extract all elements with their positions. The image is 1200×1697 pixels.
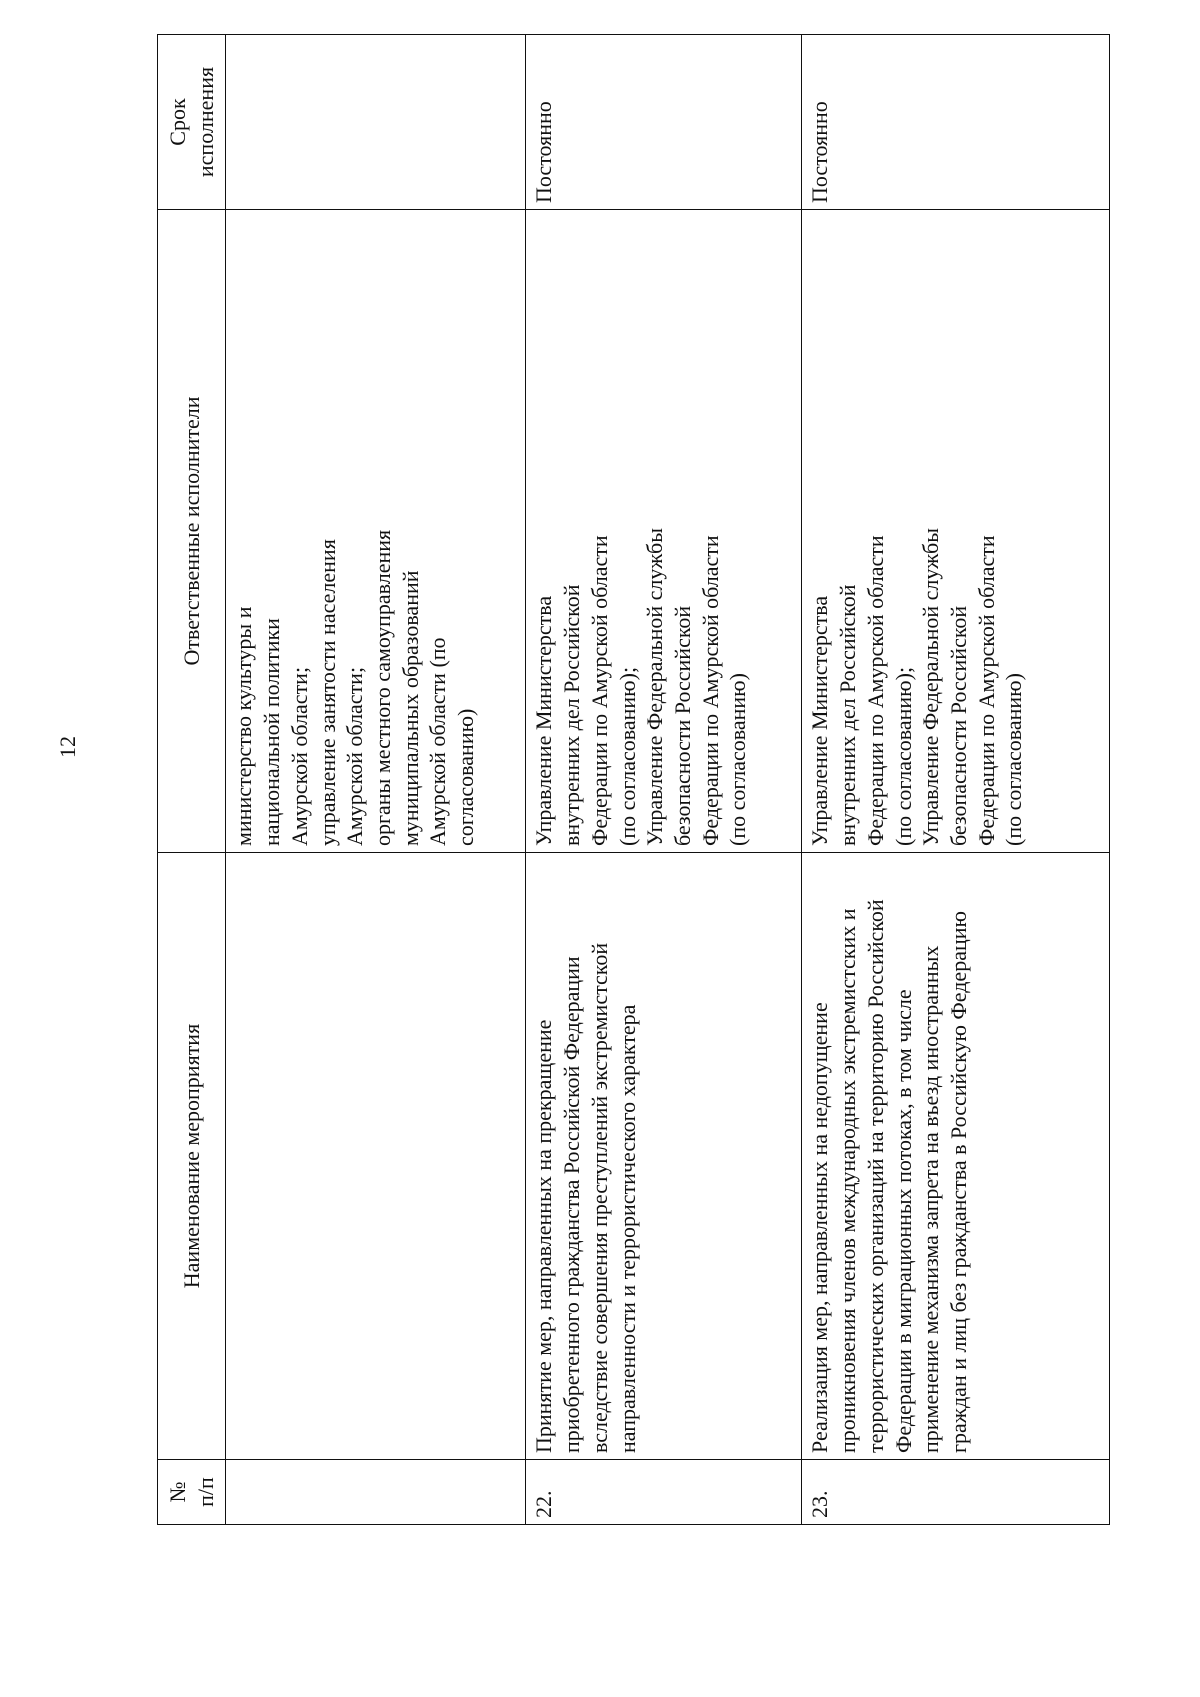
row-number: 22. [526,1460,802,1525]
measure-line: вследствие совершения преступлений экстремистской [586,942,612,1453]
responsible-line: Управление Федеральной службы [918,527,944,846]
responsible-line: Управление Федеральной службы [642,527,668,846]
row-term: Постоянно [526,35,802,210]
measure-line: террористических организаций на территорию Российской [862,899,888,1453]
header-number [158,1460,226,1525]
row-term: Постоянно [802,35,1110,210]
responsible-line: Амурской области (по [425,637,451,846]
measure-line: применение механизма запрета на въезд иностранных [918,945,944,1453]
responsible-line: Управление Министерства [807,595,833,846]
responsible-line: органы местного самоуправления [370,529,396,846]
table-row [226,35,526,1525]
row-term [226,35,526,210]
responsible-line: (по согласованию) [725,673,751,846]
measure-line: проникновения членов международных экстремистских и [835,908,861,1453]
table-row [526,35,802,1525]
responsible-line: национальной политики [259,618,285,846]
responsible-line: Федерации по Амурской области [586,535,612,846]
responsible-line: управление занятости населения [314,539,340,846]
table-header-row [158,35,226,1525]
row-number: 23. [802,1460,1110,1525]
row-number [226,1460,526,1525]
row-measure-name [526,853,802,1460]
row-responsible [526,210,802,853]
measures-table [157,34,1110,1525]
responsible-line: безопасности Российской [946,605,972,846]
measure-line: граждан и лиц без гражданства в Российскую Федерацию [946,911,972,1453]
responsible-line: внутренних дел Российской [559,584,585,846]
responsible-line: Амурской области; [342,666,368,846]
responsible-line: муниципальных образований [397,570,423,846]
measure-line: приобретенного гражданства Российской Федерации [559,956,585,1453]
table-row [802,35,1110,1525]
header-term [158,35,226,210]
responsible-line: Федерации по Амурской области [862,535,888,846]
responsible-line: (по согласованию) [1001,673,1027,846]
header-number-symbol: № [165,1481,190,1503]
page-number: 12 [55,736,80,758]
responsible-line: внутренних дел Российской [835,584,861,846]
responsible-line: министерство культуры и [231,606,257,846]
responsible-line: безопасности Российской [670,605,696,846]
responsible-line: согласованию) [453,708,479,846]
header-term-line-2: исполнения [192,66,218,178]
responsible-line: Управление Министерства [531,595,557,846]
header-measure-name: Наименование мероприятия [158,853,226,1460]
responsible-line: Федерации по Амурской области [973,535,999,846]
header-number-abbr: п/п [192,1477,218,1507]
responsible-line: (по согласованию); [890,666,916,846]
measure-line: Реализация мер, направленных на недопущение [807,1002,833,1453]
row-measure-name [226,853,526,1460]
responsible-line: (по согласованию); [614,666,640,846]
header-responsible: Ответственные исполнители [158,210,226,853]
measure-line: Федерации в миграционных потоках, в том числе [890,989,916,1453]
row-responsible [226,210,526,853]
responsible-line: Федерации по Амурской области [697,535,723,846]
header-term-line-1: Срок [165,98,190,146]
row-responsible [802,210,1110,853]
measure-line: направленности и террористического характера [614,1004,640,1453]
responsible-line: Амурской области; [286,666,312,846]
measure-line: Принятие мер, направленных на прекращение [531,1019,557,1453]
rotated-table-container [157,35,1107,1525]
row-measure-name [802,853,1110,1460]
